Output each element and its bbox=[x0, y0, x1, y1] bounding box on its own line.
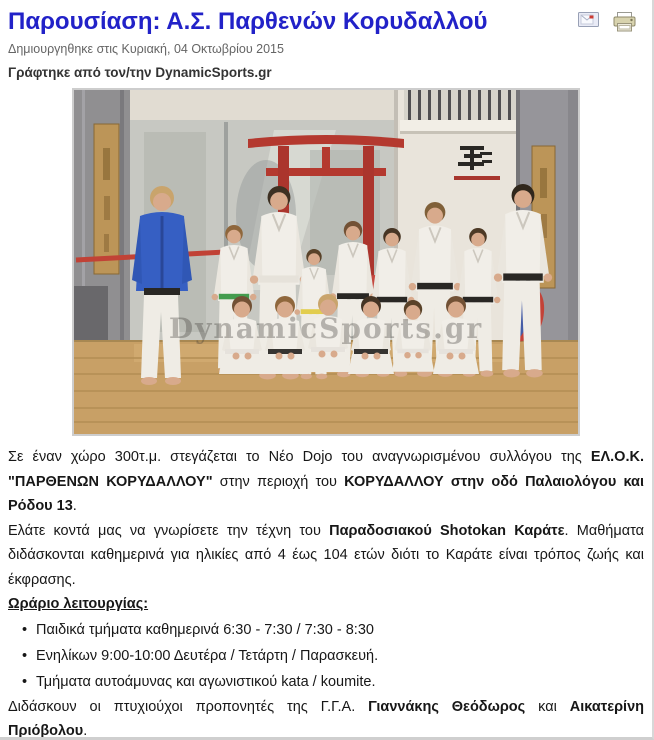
schedule-item: • Τμήματα αυτοάμυνας και αγωνιστικού kata / koumite. bbox=[22, 669, 644, 695]
paragraph-coaches: Διδάσκουν οι πτυχιούχοι προπονητές της Γ.Γ.Α. Γιαννάκης Θεόδωρος και Αικατερίνη Πριόβολου. bbox=[8, 698, 645, 739]
schedule-item: • Παιδικά τμήματα καθημερινά 6:30 - 7:30 / 7:30 - 8:30 bbox=[22, 617, 644, 643]
print-icon[interactable] bbox=[613, 12, 636, 32]
created-date: Δημιουργηθηκε στις Κυριακή, 04 Οκτωβρίου 2015 bbox=[8, 42, 284, 56]
action-icons bbox=[578, 8, 644, 32]
paragraph-invite: Ελάτε κοντά μας να γνωρίσετε την τέχνη του Παραδοσιακού Shotokan Καράτε. Μαθήματα διδάσκονται καθημερινά για ηλικίες από 4 έως 104 ετών διότι το Καράτε είναι τρόπος ζωής και έκφρασης. bbox=[8, 522, 644, 588]
schedule-item: • Ενηλίκων 9:00-10:00 Δευτέρα / Τετάρτη / Παρασκευή. bbox=[22, 643, 644, 669]
article-body bbox=[8, 445, 644, 740]
article-header bbox=[8, 8, 644, 36]
written-by: Γράφτηκε από τον/την DynamicSports.gr bbox=[8, 65, 272, 80]
schedule-list bbox=[8, 617, 644, 695]
email-icon[interactable] bbox=[578, 12, 599, 32]
paragraph-intro: Σε έναν χώρο 300τ.μ. στεγάζεται το Νέο Dojo του αναγνωρισμένου συλλόγου της ΕΛ.Ο.Κ. "ΠΑΡΘΕΝΩΝ ΚΟΡΥΔΑΛΛΟΥ" στην περιοχή του ΚΟΡΥΔΑΛΛΟΥ στην οδό Παλαιολόγου και Ρόδου 13. bbox=[8, 449, 644, 514]
article-photo bbox=[72, 88, 580, 436]
page-title: Παρουσίαση: Α.Σ. Παρθενών Κορυδαλλού bbox=[8, 8, 488, 35]
photo-watermark: DynamicSports.gr bbox=[168, 312, 484, 345]
schedule-heading: Ωράριο λειτουργίας: bbox=[8, 596, 149, 612]
